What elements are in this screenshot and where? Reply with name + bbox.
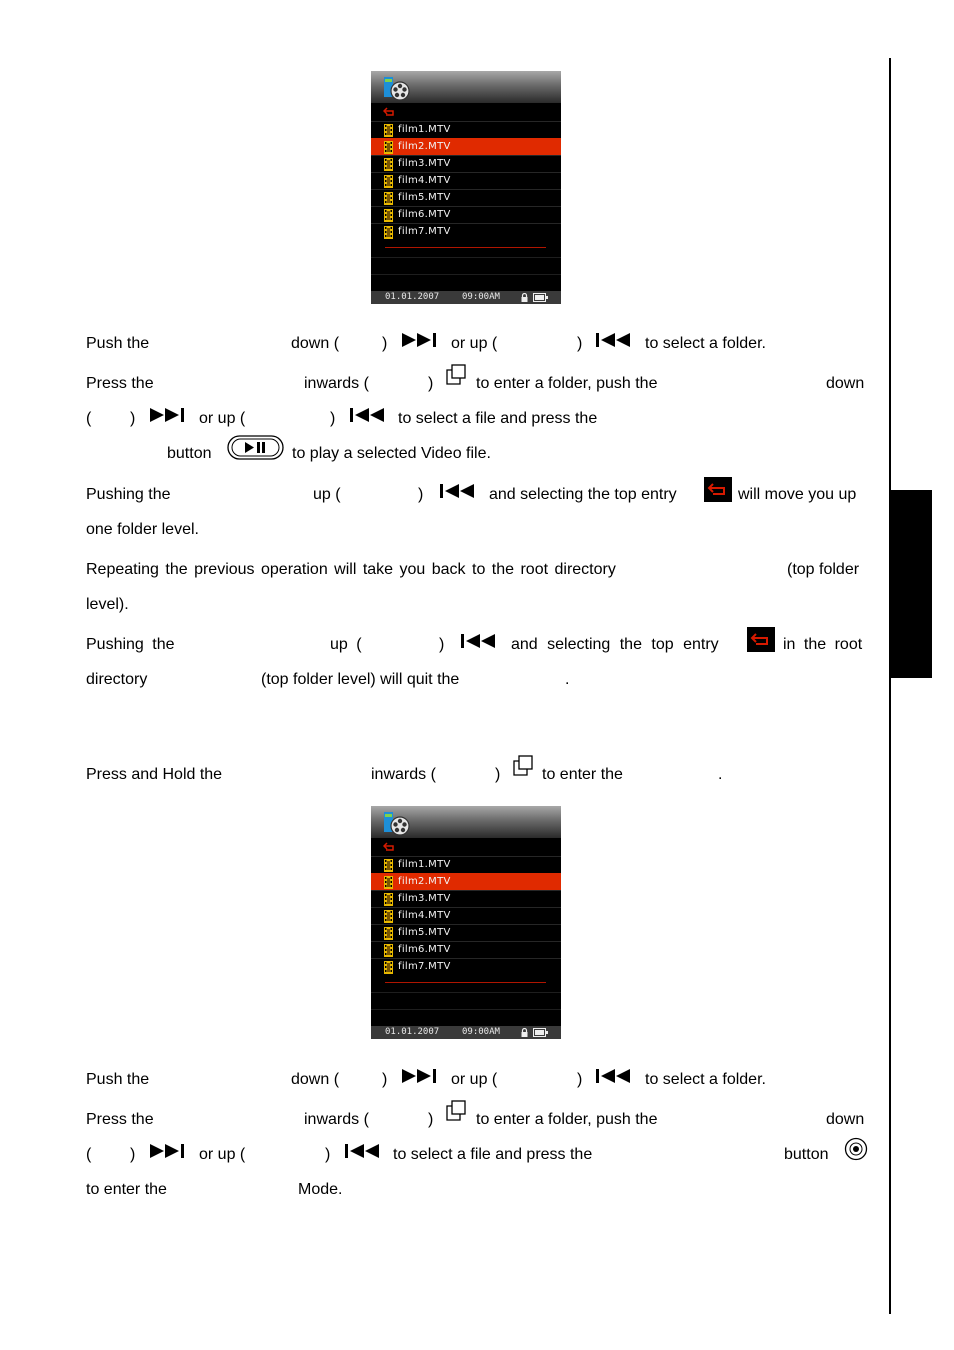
row-separator — [371, 1009, 561, 1010]
film-file-icon — [384, 910, 393, 923]
text: (top folder level) will quit the — [261, 671, 460, 688]
file-row[interactable] — [371, 873, 561, 891]
text: down — [826, 375, 865, 392]
page-rule — [889, 58, 891, 1314]
text: down ( — [291, 1071, 340, 1088]
file-row[interactable] — [371, 155, 561, 173]
text: ) — [130, 1146, 136, 1163]
previous-track-icon — [349, 407, 387, 423]
text: to select a folder. — [645, 1071, 766, 1088]
text: ) — [495, 766, 501, 783]
film-file-icon — [384, 141, 393, 154]
text: Push the — [86, 335, 150, 352]
file-row[interactable] — [371, 138, 561, 156]
text: level). — [86, 596, 129, 613]
file-row[interactable] — [371, 223, 561, 241]
status-date: 01.01.2007 — [385, 1027, 440, 1037]
text: Push the — [86, 1071, 150, 1088]
text: Press and Hold the — [86, 766, 223, 783]
file-row[interactable] — [371, 890, 561, 908]
text: inwards ( — [371, 766, 436, 783]
film-file-icon — [384, 226, 393, 239]
file-row[interactable] — [371, 856, 561, 874]
film-file-icon — [384, 927, 393, 940]
status-bar — [371, 1026, 561, 1039]
file-name: film2.MTV — [398, 141, 451, 152]
text: Mode. — [298, 1181, 343, 1198]
text: in the root — [783, 636, 863, 653]
film-file-icon — [384, 876, 393, 889]
film-file-icon — [384, 893, 393, 906]
film-file-icon — [384, 859, 393, 872]
film-file-icon — [384, 158, 393, 171]
battery-icon — [533, 1028, 548, 1037]
row-separator — [371, 274, 561, 275]
text: . — [565, 671, 570, 688]
text: and selecting the top entry — [511, 636, 719, 653]
text: and selecting the top entry — [489, 486, 677, 503]
battery-icon — [533, 293, 548, 302]
text: down — [826, 1111, 865, 1128]
text: ( — [86, 410, 92, 427]
text: will move you up — [738, 486, 857, 503]
file-row[interactable] — [371, 924, 561, 942]
text: up ( — [330, 636, 362, 653]
file-name: film3.MTV — [398, 158, 451, 169]
film-file-icon — [384, 209, 393, 222]
status-time: 09:00AM — [462, 1027, 500, 1037]
list-end-line — [385, 247, 546, 248]
text: ( — [86, 1146, 92, 1163]
status-date: 01.01.2007 — [385, 292, 440, 302]
status-time: 09:00AM — [462, 292, 500, 302]
row-separator — [371, 992, 561, 993]
text: to select a file and press the — [398, 410, 598, 427]
text: to select a folder. — [645, 335, 766, 352]
text: to enter the — [542, 766, 623, 783]
file-row[interactable] — [371, 907, 561, 925]
text: Pushing the — [86, 486, 171, 503]
text: ) — [428, 375, 434, 392]
text: ) — [130, 410, 136, 427]
file-name: film5.MTV — [398, 927, 451, 938]
film-file-icon — [384, 192, 393, 205]
back-entry-icon — [704, 477, 732, 502]
text: up ( — [313, 486, 341, 503]
next-track-icon — [401, 332, 439, 348]
file-row[interactable] — [371, 121, 561, 139]
film-file-icon — [384, 124, 393, 137]
text: to enter a folder, push the — [476, 1111, 658, 1128]
previous-track-icon — [439, 483, 477, 499]
text: ) — [325, 1146, 331, 1163]
file-row[interactable] — [371, 189, 561, 207]
text: Repeating the previous operation will take you back to the root directory — [86, 561, 616, 578]
video-folder-icon — [383, 75, 411, 101]
screen-header — [371, 71, 561, 103]
file-name: film2.MTV — [398, 876, 451, 887]
section-tab — [891, 490, 932, 678]
text: down ( — [291, 335, 340, 352]
select-button-icon — [844, 1137, 868, 1161]
up-folder-icon[interactable] — [383, 842, 397, 852]
status-bar — [371, 291, 561, 304]
text: to play a selected Video file. — [292, 445, 491, 462]
previous-track-icon — [460, 633, 498, 649]
text: to enter a folder, push the — [476, 375, 658, 392]
text: or up ( — [451, 335, 498, 352]
text: inwards ( — [304, 375, 369, 392]
next-track-icon — [401, 1068, 439, 1084]
text: ) — [439, 636, 445, 653]
file-name: film7.MTV — [398, 226, 451, 237]
film-file-icon — [384, 175, 393, 188]
list-end-line — [385, 982, 546, 983]
file-name: film6.MTV — [398, 209, 451, 220]
previous-track-icon — [595, 332, 633, 348]
file-name: film7.MTV — [398, 961, 451, 972]
file-name: film1.MTV — [398, 859, 451, 870]
film-file-icon — [384, 961, 393, 974]
text: one folder level. — [86, 521, 199, 538]
file-row[interactable] — [371, 206, 561, 224]
file-name: film4.MTV — [398, 910, 451, 921]
enter-icon — [512, 755, 534, 777]
file-name: film4.MTV — [398, 175, 451, 186]
text: (top folder — [787, 561, 860, 578]
text: or up ( — [199, 410, 246, 427]
text: ) — [577, 1071, 583, 1088]
text: inwards ( — [304, 1111, 369, 1128]
enter-icon — [445, 1100, 467, 1122]
text: to enter the — [86, 1181, 167, 1198]
text: directory — [86, 671, 148, 688]
device-screen-2 — [371, 806, 561, 1039]
play-pause-button-icon — [227, 435, 284, 460]
previous-track-icon — [344, 1143, 382, 1159]
text: button — [167, 445, 212, 462]
text: ) — [382, 335, 388, 352]
text: ) — [418, 486, 424, 503]
next-track-icon — [149, 407, 187, 423]
text: or up ( — [451, 1071, 498, 1088]
lock-icon — [520, 293, 529, 302]
screen-header — [371, 806, 561, 838]
previous-track-icon — [595, 1068, 633, 1084]
file-row[interactable] — [371, 941, 561, 959]
text: ) — [577, 335, 583, 352]
text: Pushing the — [86, 636, 175, 653]
file-row[interactable] — [371, 958, 561, 976]
text: ) — [382, 1071, 388, 1088]
enter-icon — [445, 364, 467, 386]
text: button — [784, 1146, 829, 1163]
text: ) — [428, 1111, 434, 1128]
up-folder-icon[interactable] — [383, 107, 397, 117]
lock-icon — [520, 1028, 529, 1037]
text: . — [718, 766, 723, 783]
file-name: film1.MTV — [398, 124, 451, 135]
row-separator — [371, 257, 561, 258]
file-row[interactable] — [371, 172, 561, 190]
text: Press the — [86, 1111, 154, 1128]
text: to select a file and press the — [393, 1146, 593, 1163]
text: ) — [330, 410, 336, 427]
device-screen-1 — [371, 71, 561, 304]
file-name: film3.MTV — [398, 893, 451, 904]
file-name: film5.MTV — [398, 192, 451, 203]
film-file-icon — [384, 944, 393, 957]
text: or up ( — [199, 1146, 246, 1163]
next-track-icon — [149, 1143, 187, 1159]
file-name: film6.MTV — [398, 944, 451, 955]
back-entry-icon — [747, 627, 775, 652]
text: Press the — [86, 375, 154, 392]
video-folder-icon — [383, 810, 411, 836]
